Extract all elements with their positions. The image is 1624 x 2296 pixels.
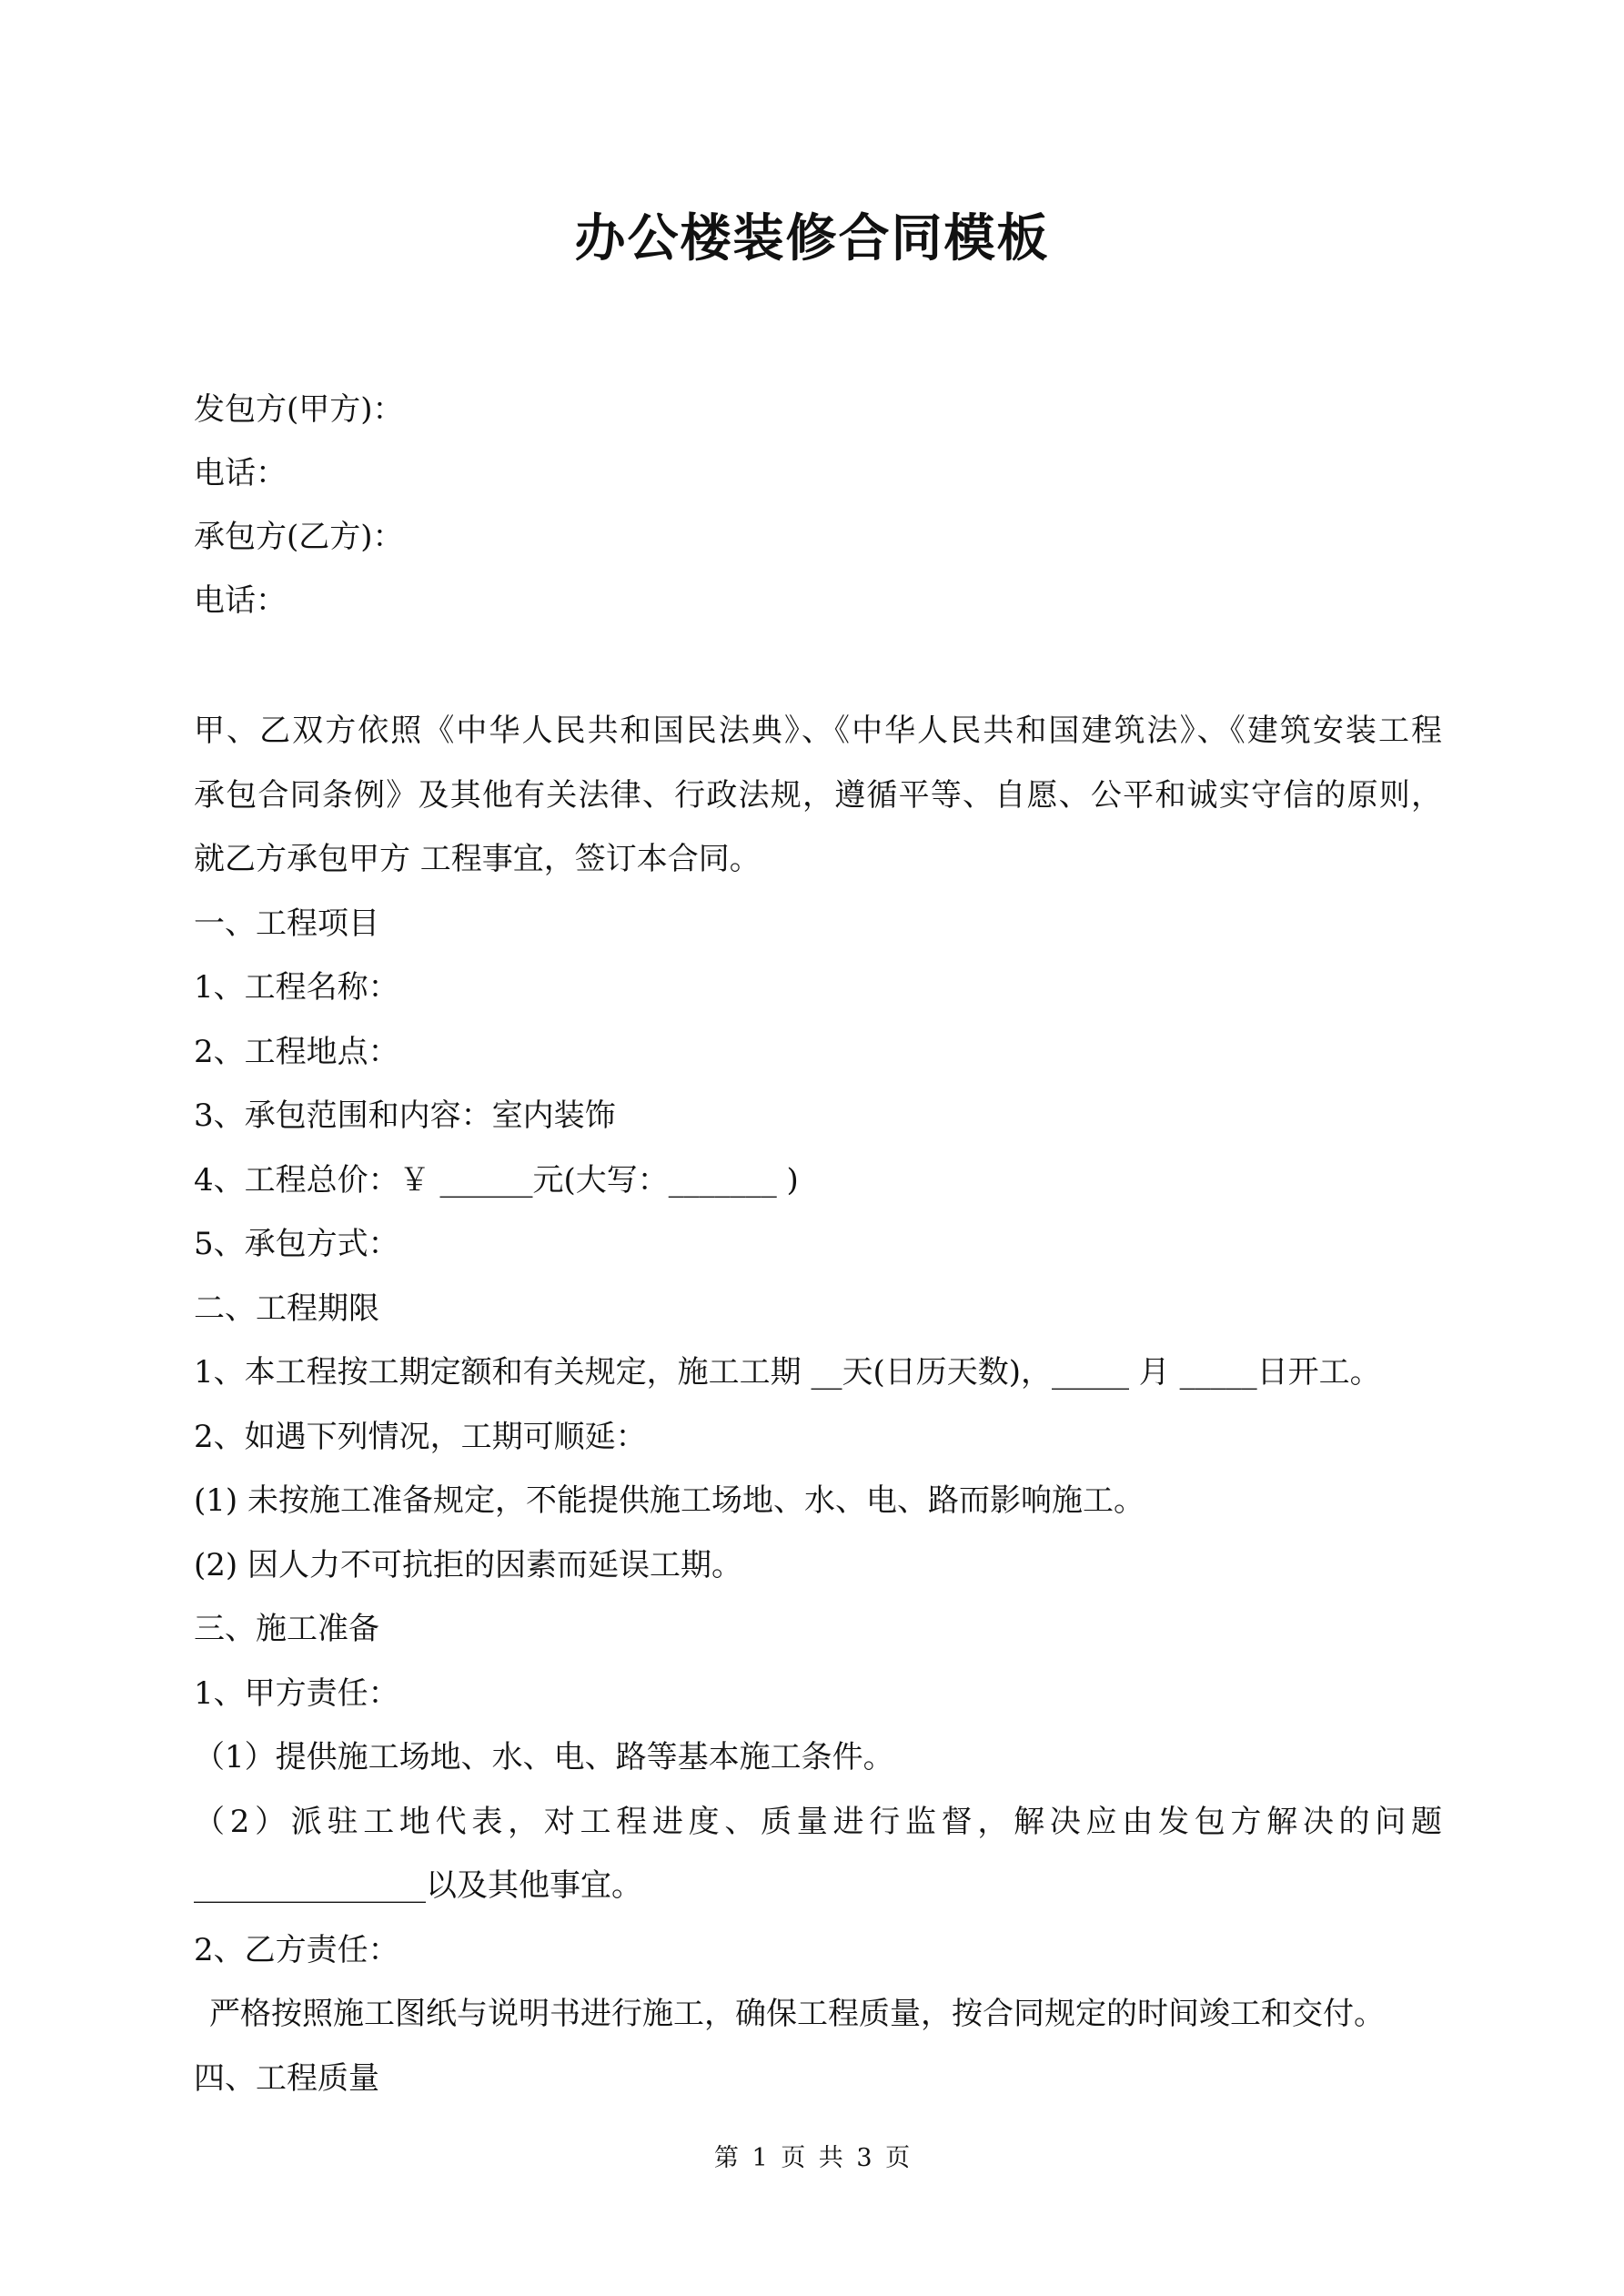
party-b-phone-label: 电话： [194,582,287,619]
body-line: 4、工程总价：￥ ______元(大写：_______ ) [194,1161,799,1199]
body-line: 1、本工程按工期定额和有关规定，施工工期 __天(日历天数)，_____ 月 _____日开工。 [194,1354,1381,1391]
body-line: （1）提供施工场地、水、电、路等基本施工条件。 [194,1739,894,1775]
contract-body [194,699,1442,2110]
party-a-label: 发包方(甲方)： [194,391,404,428]
body-line: 三、施工准备 [194,1611,379,1647]
body-line: 甲、乙双方依照《中华人民共和国民法典》、《中华人民共和国建筑法》、《建筑安装工程 [194,713,1442,749]
document-title: 办公楼装修合同模板 [574,208,1050,268]
body-line: 2、工程地点： [194,1033,399,1070]
body-line: 承包合同条例》及其他有关法律、行政法规，遵循平等、自愿、公平和诚实守信的原则， [194,776,1442,814]
body-line: 2、如遇下列情况，工期可顺延： [194,1418,647,1455]
body-line: 2、乙方责任： [194,1931,399,1968]
body-line: 1、工程名称： [194,969,399,1006]
body-line: (1) 未按施工准备规定，不能提供施工场地、水、电、路而影响施工。 [194,1482,1145,1519]
party-a-phone-label: 电话： [194,455,287,491]
body-line: 四、工程质量 [194,2059,379,2097]
body-line: (2) 因人力不可抗拒的因素而延误工期。 [194,1546,742,1583]
body-line: _______________以及其他事宜。 [194,1867,642,1904]
body-line: 二、工程期限 [194,1290,379,1327]
party-b-label: 承包方(乙方)： [194,519,404,555]
body-line: 3、承包范围和内容：室内装饰 [194,1097,616,1134]
body-line: 就乙方承包甲方 工程事宜，签订本合同。 [194,841,761,877]
body-line: 5、承包方式： [194,1226,399,1262]
body-line: （2）派驻工地代表，对工程进度、质量进行监督，解决应由发包方解决的问题 [194,1803,1442,1840]
page-footer: 第 1 页 共 3 页 [713,2144,911,2172]
body-line: 一、工程项目 [194,905,379,942]
body-line: 严格按照施工图纸与说明书进行施工，确保工程质量，按合同规定的时间竣工和交付。 [209,1996,1385,2032]
body-line: 1、甲方责任： [194,1674,399,1712]
party-info-block [194,378,1449,632]
